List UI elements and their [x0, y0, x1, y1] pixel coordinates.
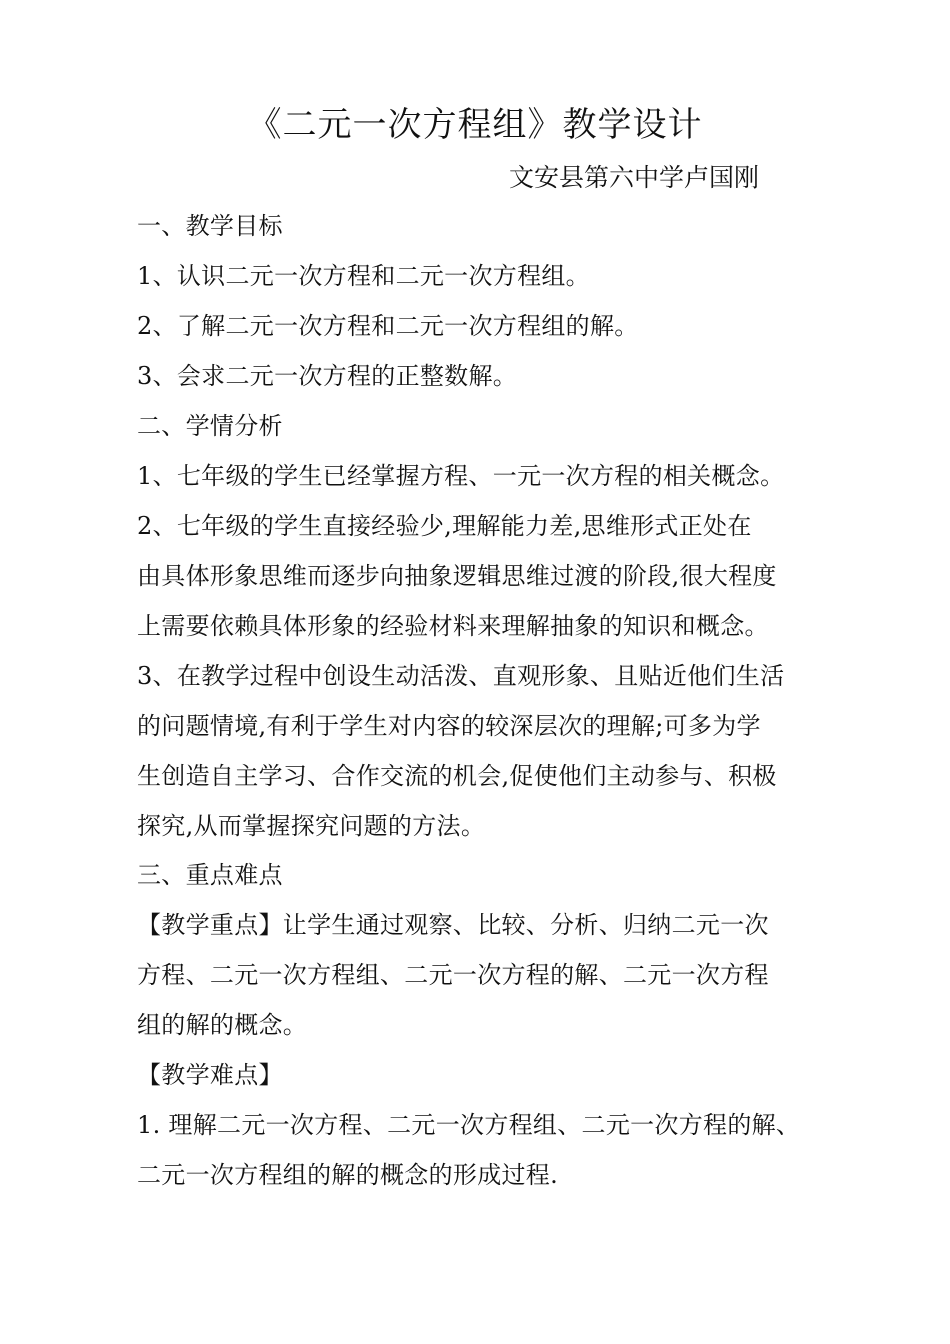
text-line: 3、在教学过程中创设生动活泼、直观形象、且贴近他们生活 — [137, 662, 785, 690]
document-author: 文安县第六中学卢国刚 — [509, 163, 760, 192]
section-heading-objectives: 一、教学目标 — [137, 212, 283, 240]
text-line: 生创造自主学习、合作交流的机会,促使他们主动参与、积极 — [137, 762, 777, 790]
text-line: 【教学重点】让学生通过观察、比较、分析、归纳二元一次 — [137, 911, 769, 939]
text-line: 2、了解二元一次方程和二元一次方程组的解。 — [137, 312, 639, 340]
text-line: 3、会求二元一次方程的正整数解。 — [137, 362, 518, 390]
text-line: 1. 理解二元一次方程、二元一次方程组、二元一次方程的解、 — [137, 1111, 801, 1139]
text-line: 方程、二元一次方程组、二元一次方程的解、二元一次方程 — [137, 961, 769, 989]
text-line: 由具体形象思维而逐步向抽象逻辑思维过渡的阶段,很大程度 — [137, 562, 777, 590]
text-line: 二元一次方程组的解的概念的形成过程. — [137, 1161, 559, 1189]
section-heading-key-points: 三、重点难点 — [137, 861, 283, 889]
text-line: 组的解的概念。 — [137, 1011, 308, 1039]
text-line: 的问题情境,有利于学生对内容的较深层次的理解;可多为学 — [137, 712, 761, 740]
document-title: 《二元一次方程组》教学设计 — [247, 105, 703, 145]
text-line: 探究,从而掌握探究问题的方法。 — [137, 812, 486, 840]
text-line: 上需要依赖具体形象的经验材料来理解抽象的知识和概念。 — [137, 612, 769, 640]
text-line: 1、七年级的学生已经掌握方程、一元一次方程的相关概念。 — [137, 462, 785, 490]
section-heading-analysis: 二、学情分析 — [137, 412, 283, 440]
text-line: 2、七年级的学生直接经验少,理解能力差,思维形式正处在 — [137, 512, 752, 540]
text-line: 【教学难点】 — [137, 1061, 283, 1089]
text-line: 1、认识二元一次方程和二元一次方程组。 — [137, 262, 590, 290]
